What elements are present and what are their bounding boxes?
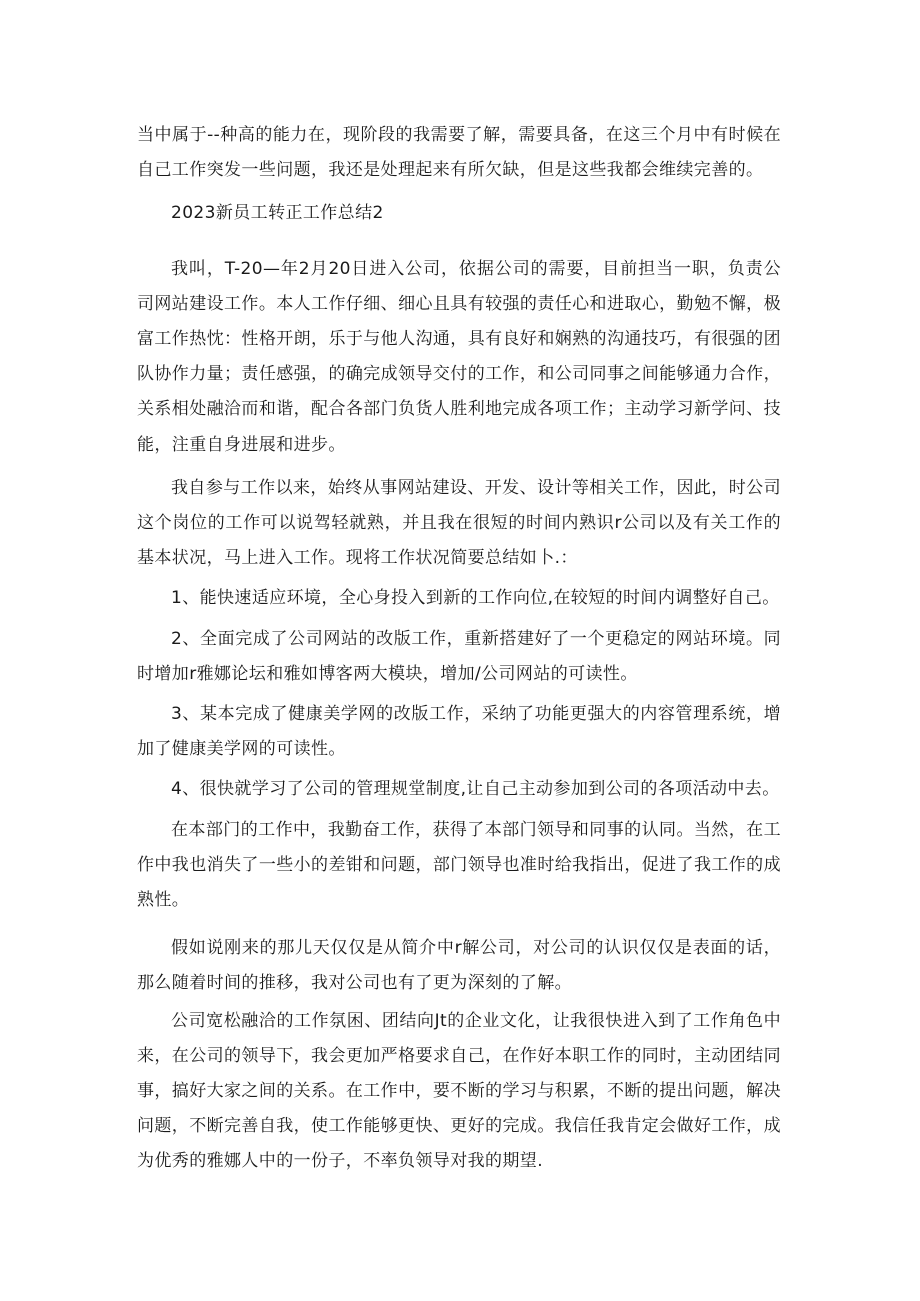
list-item-4: 4、很快就学习了公司的管理规堂制度,让自己主动参加到公司的各项活动中去。 [171, 779, 780, 800]
section-heading: 2023新员工转正工作总结2 [171, 203, 384, 224]
paragraph-continuation: 当中属于--种高的能力在，现阶段的我需要了解，需要具备，在这三个月中有时候在自己工作突发一些问题，我还是处理起来有所欠缺，但是这些我都会维续完善的。 [137, 125, 781, 181]
list-item-2: 2、全面完成了公司网站的改版工作，重新搭建好了一个更稳定的网站环境。同时增加r雅娜论坛和雅如博客两大模块，增加/公司网站的可读性。 [137, 628, 781, 684]
paragraph-experience: 我自参与工作以来，始终从事网站建设、开发、设计等相关工作，因此，时公司这个岗位的工作可以说驾轻就熟，并且我在很短的时间内熟识r公司以及有关工作的基本状况，马上进入工作。现将工作状况简要总结如卜.： [137, 477, 781, 569]
paragraph-understanding: 假如说刚来的那儿天仅仅是从简介中r解公司，对公司的认识仅仅是表面的话，那么随着时间的推移，我对公司也有了更为深刻的了解。 [137, 938, 781, 994]
document-body [137, 118, 781, 1180]
list-item-1: 1、能快速适应环境，全心身投入到新的工作向位,在较短的时间内调整好自己。 [171, 588, 780, 609]
paragraph-department: 在本部门的工作中，我勤奋工作，获得了本部门领导和同事的认同。当然，在工作中我也消失了一些小的差钳和问题，部门领导也准时给我指出，促进了我工作的成熟性。 [137, 819, 781, 911]
list-item-3: 3、某本完成了健康美学网的改版工作，采纳了功能更强大的内容管理系统，增加了健康美学网的可读性。 [137, 704, 781, 760]
paragraph-conclusion: 公司宽松融洽的工作氛困、团结向Jt的企业文化，让我很快进入到了工作角色中来，在公司的领导下，我会更加严格要求自己，在作好本职工作的同时，主动团结同事，搞好大家之间的关系。在工作中，要不断的学习与积累，不断的提出问题，解决问题，不断完善自我，使工作能够更快、更好的完成。我信任我肯定会做好工作，成为优秀的雅娜人中的一份子，不率负领导对我的期望. [137, 1010, 781, 1172]
paragraph-intro: 我叫，T-20—年2月20日进入公司，依据公司的需要，目前担当一职，负责公司网站建设工作。本人工作仔细、细心且具有较强的责任心和进取心，勤勉不懈，极富工作热忱：性格开朗，乐于与他人沟通，具有良好和娴熟的沟通技巧，有很强的团队协作力量；责任感强，的确完成领导交付的工作，和公司同事之间能够通力合作，关系相处融洽而和谐，配合各部门负货人胜利地完成各项工作；主动学习新学问、技能，注重自身进展和进步。 [137, 258, 781, 455]
